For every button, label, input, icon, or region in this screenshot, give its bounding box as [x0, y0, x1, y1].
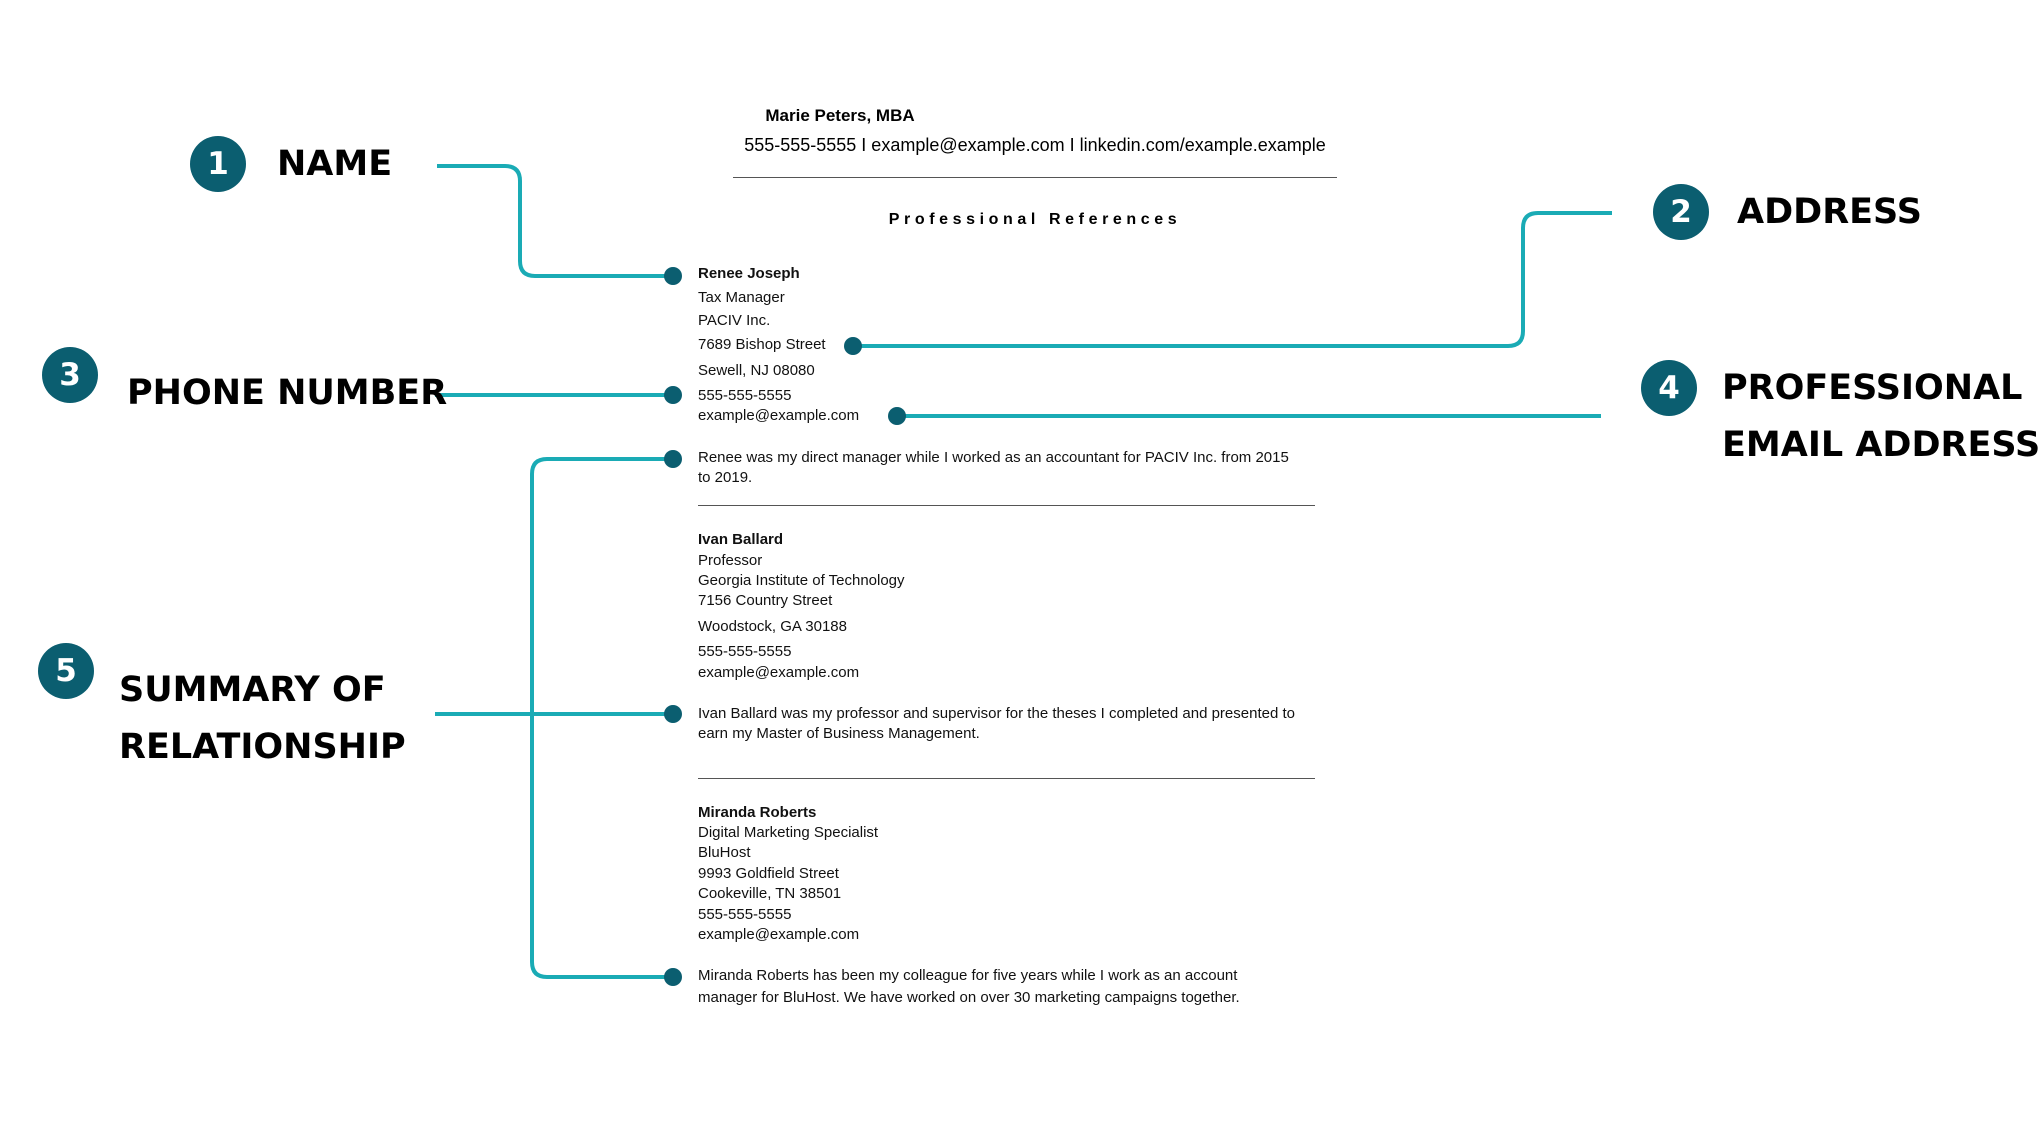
reference-phone: 555-555-5555: [698, 643, 792, 660]
callout-label-address: ADDRESS: [1737, 192, 1922, 232]
callout-label-phone: PHONE NUMBER: [127, 373, 448, 413]
callout-badge-4: 4: [1641, 360, 1697, 416]
reference-company: Georgia Institute of Technology: [698, 572, 905, 589]
reference-phone: 555-555-5555: [698, 906, 792, 923]
reference-city: Sewell, NJ 08080: [698, 362, 815, 379]
reference-email: example@example.com: [698, 926, 860, 943]
dot-phone: [664, 386, 682, 404]
callout-badge-3: 3: [42, 347, 98, 403]
reference-summary-line-2: manager for BluHost. We have worked on over 30 marketing campaigns together.: [698, 989, 1240, 1006]
reference-summary-line-1: Ivan Ballard was my professor and supervisor for the theses I completed and presented to: [698, 705, 1295, 722]
callout-label-email-1: PROFESSIONAL: [1722, 368, 2023, 408]
reference-title: Digital Marketing Specialist: [698, 824, 879, 841]
reference-name: Miranda Roberts: [698, 804, 817, 821]
reference-summary-line-1: Renee was my direct manager while I worked as an accountant for PACIV Inc. from 2015: [698, 449, 1289, 466]
reference-summary-line-1: Miranda Roberts has been my colleague for five years while I work as an account: [698, 967, 1238, 984]
reference-city: Cookeville, TN 38501: [698, 885, 842, 902]
connector-name: [437, 166, 673, 276]
reference-title: Professor: [698, 552, 763, 569]
dot-summary-1: [664, 450, 682, 468]
dot-address: [844, 337, 862, 355]
reference-summary-line-2: earn my Master of Business Management.: [698, 725, 980, 742]
reference-divider: [698, 778, 1315, 779]
callout-label-summary-2: RELATIONSHIP: [119, 727, 406, 767]
connector-address: [853, 213, 1612, 346]
callout-badge-2: 2: [1653, 184, 1709, 240]
dot-summary-2: [664, 705, 682, 723]
reference-phone: 555-555-5555: [698, 387, 792, 404]
reference-street: 7689 Bishop Street: [698, 336, 826, 353]
section-title: Professional References: [888, 211, 1182, 228]
callout-label-name: NAME: [277, 144, 393, 184]
dot-summary-3: [664, 968, 682, 986]
reference-name: Renee Joseph: [698, 265, 800, 282]
document-contact-line: 555-555-5555 I example@example.com I linkedin.com/example.example: [744, 135, 1326, 155]
connector-summary-bracket: [532, 459, 673, 977]
callout-label-email-2: EMAIL ADDRESS: [1722, 425, 2040, 465]
callout-badge-5: 5: [38, 643, 94, 699]
dot-name: [664, 267, 682, 285]
reference-email: example@example.com: [698, 407, 860, 424]
dot-email: [888, 407, 906, 425]
callout-badge-1: 1: [190, 136, 246, 192]
reference-divider: [698, 505, 1315, 506]
reference-summary-line-2: to 2019.: [698, 469, 753, 486]
reference-name: Ivan Ballard: [698, 531, 784, 548]
reference-street: 9993 Goldfield Street: [698, 865, 839, 882]
reference-street: 7156 Country Street: [698, 592, 833, 609]
reference-email: example@example.com: [698, 664, 860, 681]
reference-city: Woodstock, GA 30188: [698, 618, 847, 635]
reference-company: PACIV Inc.: [698, 312, 771, 329]
document-owner-name: Marie Peters, MBA: [765, 106, 915, 125]
reference-title: Tax Manager: [698, 289, 785, 306]
header-divider: [733, 177, 1337, 178]
reference-company: BluHost: [698, 844, 751, 861]
callout-label-summary-1: SUMMARY OF: [119, 670, 386, 710]
